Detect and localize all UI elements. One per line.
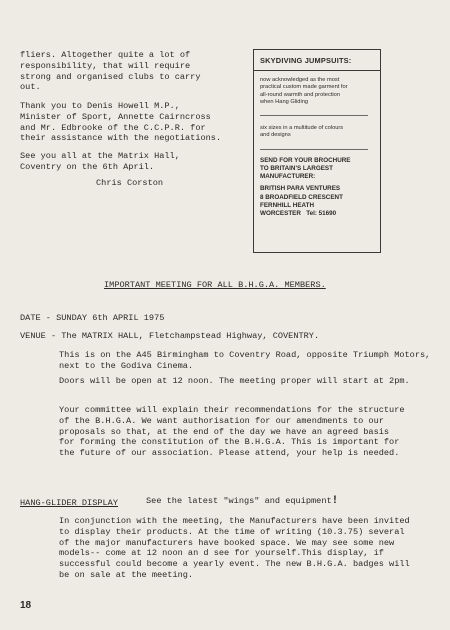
text-line: and designs bbox=[260, 132, 291, 139]
signature: Chris Corston bbox=[96, 178, 164, 188]
telephone: Tel: 51690 bbox=[306, 210, 337, 217]
committee-paragraph bbox=[59, 405, 405, 459]
venue-directions bbox=[59, 350, 430, 372]
ad-description bbox=[260, 77, 374, 106]
text-line: next to the Godiva Cinema. bbox=[59, 360, 194, 371]
town: WORCESTER bbox=[260, 210, 301, 217]
display-paragraph bbox=[59, 516, 410, 581]
see-you-paragraph bbox=[20, 151, 180, 173]
text-line: of the major manufacturers have booked space. We may see some new bbox=[59, 537, 395, 548]
ad-divider bbox=[254, 70, 380, 71]
text-line: fliers. Altogether quite a lot of bbox=[20, 50, 191, 60]
display-subtitle bbox=[146, 496, 338, 507]
display-heading: HANG-GLIDER DISPLAY bbox=[20, 498, 118, 508]
text-line: Thank you to Denis Howell M.P., bbox=[20, 101, 180, 111]
text-line: of the B.H.G.A. We want authorisation for our amendments to our bbox=[59, 415, 384, 426]
text-line: This is on the A45 Birmingham to Coventry Road, opposite Triumph Motors, bbox=[59, 350, 431, 360]
text-line: for forming the constitution of the B.H.G.A. This is important for bbox=[59, 437, 400, 448]
intro-paragraph-1 bbox=[20, 50, 201, 93]
date-line: DATE - SUNDAY 6th APRIL 1975 bbox=[20, 313, 165, 323]
text-line: proposals so that, at the end of the day we have an agreed basis bbox=[59, 426, 390, 437]
text-line: SEND FOR YOUR BROCHURE bbox=[260, 156, 351, 164]
text-line: MANUFACTURER: bbox=[260, 173, 316, 181]
text-line: to display their products. At the time of writing (10.3.75) several bbox=[59, 526, 405, 537]
venue-line bbox=[20, 331, 319, 342]
ad-sizes bbox=[260, 125, 374, 140]
text-line: successful could become a yearly event. The new B.H.G.A. badges will bbox=[59, 559, 410, 570]
address-line: 8 BROADFIELD CRESCENT bbox=[260, 193, 343, 201]
meeting-heading: IMPORTANT MEETING FOR ALL B.H.G.A. MEMBERS. bbox=[104, 280, 326, 290]
ad-title: SKYDIVING JUMPSUITS: bbox=[260, 56, 352, 65]
text-line: when Hang Gliding bbox=[260, 98, 309, 105]
text-line: See you all at the Matrix Hall, bbox=[20, 151, 180, 161]
text-line: strong and organised clubs to carry bbox=[20, 71, 201, 82]
thanks-paragraph bbox=[20, 101, 221, 144]
text-line: Your committee will explain their recommendations for the structure bbox=[59, 405, 405, 415]
text-line: models-- come at 12 noon an d see for yourself.This display, if bbox=[59, 548, 384, 559]
ad-separator bbox=[260, 115, 368, 116]
text-line: their assistance with the negotiations. bbox=[20, 133, 222, 144]
page-number: 18 bbox=[20, 600, 32, 611]
text-line: all-round warmth and protection bbox=[260, 91, 340, 98]
text-line: Coventry on the 6th April. bbox=[20, 161, 155, 172]
company-name: BRITISH PARA VENTURES bbox=[260, 185, 341, 193]
ad-separator bbox=[260, 149, 368, 150]
text-line: TO BRITAIN'S LARGEST bbox=[260, 164, 333, 172]
doors-line: Doors will be open at 12 noon. The meeting proper will start at 2pm. bbox=[59, 376, 410, 386]
venue-label: VENUE bbox=[20, 331, 46, 341]
text-line: six sizes in a multitude of colours bbox=[260, 125, 344, 132]
text-line: Minister of Sport, Annette Cairncross bbox=[20, 111, 211, 122]
ad-address bbox=[260, 185, 374, 218]
text-line: out. bbox=[20, 82, 41, 93]
jumpsuit-advertisement bbox=[253, 49, 381, 253]
text-line: practical custom made garment for bbox=[260, 84, 348, 91]
text-line: and Mr. Edbrooke of the C.C.P.R. for bbox=[20, 122, 206, 133]
address-line bbox=[260, 210, 374, 218]
address-line: FERNHILL HEATH bbox=[260, 201, 314, 209]
ad-brochure-call bbox=[260, 157, 374, 182]
text-line: be on sale at the meeting. bbox=[59, 569, 194, 580]
exclamation-mark: ! bbox=[331, 495, 339, 507]
subtitle-text: See the latest "wings" and equipment bbox=[146, 496, 332, 506]
text-line: responsibility, that will require bbox=[20, 60, 191, 71]
venue-text: - The MATRIX HALL, Fletchampstead Highway, COVENTRY. bbox=[45, 331, 320, 341]
text-line: now acknowledged as the most bbox=[260, 77, 340, 83]
text-line: In conjunction with the meeting, the Manufacturers have been invited bbox=[59, 516, 410, 526]
text-line: the future of our association. Please attend, your help is needed. bbox=[59, 448, 400, 459]
